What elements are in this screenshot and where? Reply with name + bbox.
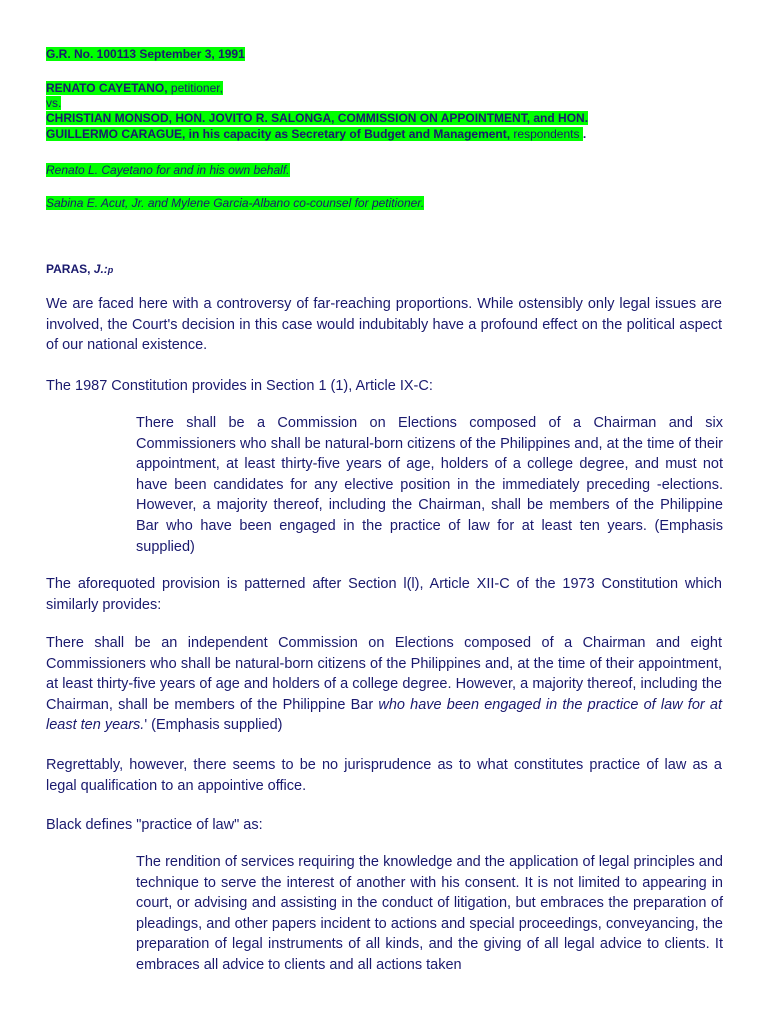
blockquote-article-ix-c: There shall be a Commission on Elections composed of a Chairman and six Commissioners who shall be natural-born citizens of the Philippines and, at the time of their appointment, at least thirty-five years of age, holders of a college degree, and must not have been candidates for any elective position in the immediately preceding -elections. However, a majority thereof, including the Chairman, shall be members of the Philippine Bar who have been engaged in the practice of law for at least ten years. (Emphasis supplied) <box>136 415 723 555</box>
counsel-petitioner: Renato L. Cayetano for and in his own behalf. <box>46 163 290 177</box>
emphasized-text: who have been engaged in the practice of law for at least ten years. <box>46 696 722 734</box>
paragraph-1973-constitution: The aforequoted provision is patterned after Section l(l), Article XII-C of the 1973 Constitution which similarly provides: <box>46 576 722 613</box>
paragraph-intro: We are faced here with a controversy of far-reaching proportions. While ostensibly only legal issues are involved, the Court's decision in this case would indubitably have a profound effect on the political aspect of our national existence. <box>46 296 722 354</box>
paragraph-1987-constitution: The 1987 Constitution provides in Section 1 (1), Article IX-C: <box>46 378 433 394</box>
blockquote-black-definition: The rendition of services requiring the knowledge and the application of legal principles and technique to serve the interest of another with his consent. It is not limited to appearing in court, or advising and assisting in the conduct of litigation, but embraces the preparation of pleadings, and other papers incident to actions and special proceedings, conveyancing, the preparation of legal instruments of all kinds, and the giving of all legal advice to clients. It embraces all advice to clients and all actions taken <box>136 854 723 973</box>
paragraph-black-definition: Black defines "practice of law" as: <box>46 817 263 833</box>
versus-label: vs. <box>46 96 62 110</box>
case-number: G.R. No. 100113 September 3, 1991 <box>46 47 245 61</box>
co-counsel: Sabina E. Acut, Jr. and Mylene Garcia-Albano co-counsel for petitioner. <box>46 196 425 210</box>
paragraph-no-jurisprudence: Regrettably, however, there seems to be no jurisprudence as to what constitutes practice of law as a legal qualification to an appointive office. <box>46 757 722 794</box>
quote-1973-provision: There shall be an independent Commission on Elections composed of a Chairman and eight Commissioners who shall be natural-born citizens of the Philippines and, at the time of their appointment, at least thirty-five years of age and holders of a college degree. However, a majority thereof, including the Chairman, shall be members of the Philippine Bar who have been engaged in the practice of law for at least ten years.' (Emphasis supplied) <box>46 635 722 734</box>
petitioner-line <box>46 81 223 95</box>
respondents-line-2: GUILLERMO CARAGUE, in his capacity as Secretary of Budget and Management, respondents . <box>46 127 587 141</box>
petitioner-name: RENATO CAYETANO, <box>46 81 168 95</box>
ponente: PARAS, J.:p <box>46 262 114 276</box>
respondents-role: respondents <box>510 127 580 141</box>
petitioner-role: petitioner, <box>167 81 223 95</box>
respondents-line-1: CHRISTIAN MONSOD, HON. JOVITO R. SALONGA, COMMISSION ON APPOINTMENT, and HON. <box>46 111 589 125</box>
